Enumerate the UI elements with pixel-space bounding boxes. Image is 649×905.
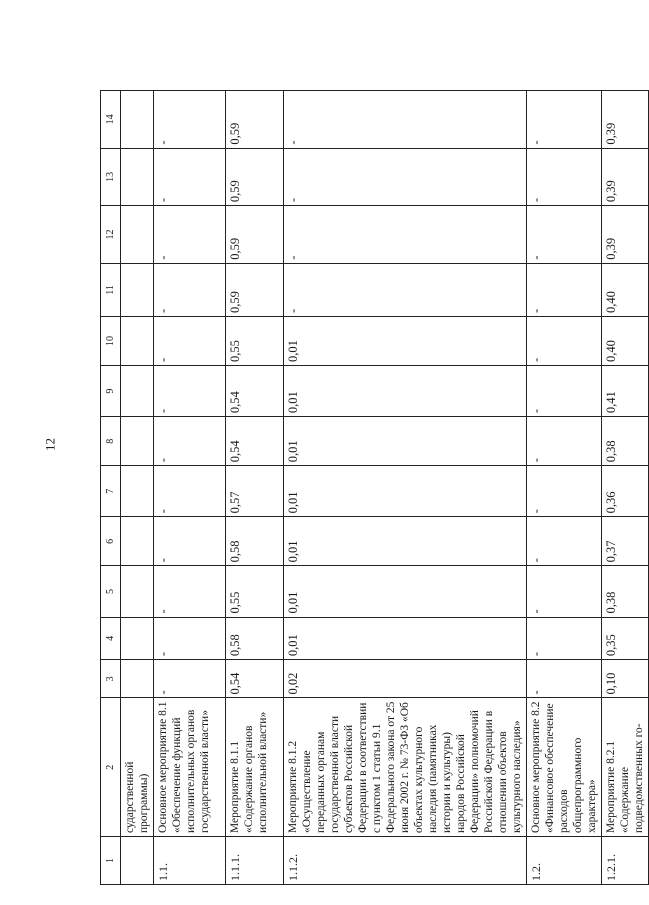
value-cell: 0,01 — [284, 317, 527, 366]
row-number: 1.2. — [527, 837, 602, 885]
value-cell: 0,55 — [226, 317, 284, 366]
column-number: 3 — [101, 660, 121, 698]
table-row — [527, 91, 602, 885]
value-cell: 0,01 — [284, 517, 527, 566]
row-number: 1.2.1. — [602, 837, 649, 885]
row-name: Мероприятие 8.1.2 «Осуществление переданных органам государственной власти субъектов Российской Федерации в соответствии с пунктом 1 статьи 9.1 Федерального закона от 25 июня 2002 г. № 73-ФЗ «Об объектах культурного наследия (памятниках истории и культуры) народов Российской Федерации» полномочий Российской Федерации в отношении объектов культурного наследия» — [284, 698, 527, 837]
value-cell: 0,59 — [226, 91, 284, 149]
row-name: Основное мероприятие 8.2 «Финансовое обеспечение расходов общепрограммного характера» — [527, 698, 602, 837]
value-cell: 0,01 — [284, 617, 527, 660]
value-cell: 0,54 — [226, 366, 284, 417]
value-cell: 0,35 — [602, 617, 649, 660]
column-number: 11 — [101, 263, 121, 316]
value-cell: - — [284, 263, 527, 316]
value-cell: 0,39 — [602, 91, 649, 149]
column-number: 4 — [101, 617, 121, 660]
value-cell: 0,54 — [226, 417, 284, 466]
value-cell: - — [527, 566, 602, 617]
column-number: 8 — [101, 417, 121, 466]
value-cell — [121, 517, 154, 566]
value-cell: - — [527, 466, 602, 517]
value-cell — [121, 263, 154, 316]
value-cell: - — [527, 206, 602, 264]
value-cell: - — [154, 566, 226, 617]
value-cell: 0,02 — [284, 660, 527, 698]
table-row — [602, 91, 649, 885]
value-cell: 0,01 — [284, 566, 527, 617]
row-name: Мероприятие 8.2.1 «Содержание подведомственных го- — [602, 698, 649, 837]
value-cell: - — [154, 206, 226, 264]
page-number: 12 — [42, 438, 58, 451]
column-number: 12 — [101, 206, 121, 264]
column-number: 1 — [101, 837, 121, 885]
value-cell: 0,59 — [226, 263, 284, 316]
table-sheet — [100, 90, 645, 885]
value-cell: - — [154, 366, 226, 417]
value-cell: 0,59 — [226, 148, 284, 206]
value-cell: 0,54 — [226, 660, 284, 698]
value-cell: 0,40 — [602, 317, 649, 366]
value-cell: 0,38 — [602, 417, 649, 466]
value-cell: 0,59 — [226, 206, 284, 264]
value-cell: - — [527, 91, 602, 149]
value-cell: - — [154, 417, 226, 466]
value-cell: - — [154, 617, 226, 660]
value-cell: 0,58 — [226, 617, 284, 660]
table-row — [284, 91, 527, 885]
value-cell: - — [527, 617, 602, 660]
column-number-row — [101, 91, 121, 885]
table-row — [121, 91, 154, 885]
row-number — [121, 837, 154, 885]
value-cell: - — [284, 148, 527, 206]
value-cell: 0,37 — [602, 517, 649, 566]
column-number: 7 — [101, 466, 121, 517]
value-cell: - — [527, 660, 602, 698]
value-cell: - — [527, 263, 602, 316]
value-cell: - — [154, 148, 226, 206]
value-cell: - — [527, 517, 602, 566]
value-cell: 0,58 — [226, 517, 284, 566]
row-name: Мероприятие 8.1.1 «Содержание органов исполнительной власти» — [226, 698, 284, 837]
value-cell — [121, 617, 154, 660]
column-number: 9 — [101, 366, 121, 417]
data-table — [100, 90, 649, 885]
value-cell: 0,10 — [602, 660, 649, 698]
value-cell: - — [154, 466, 226, 517]
value-cell — [121, 417, 154, 466]
table-row — [154, 91, 226, 885]
value-cell: 0,01 — [284, 366, 527, 417]
value-cell — [121, 366, 154, 417]
value-cell — [121, 566, 154, 617]
value-cell: - — [284, 206, 527, 264]
value-cell — [121, 206, 154, 264]
value-cell — [121, 317, 154, 366]
row-number: 1.1.2. — [284, 837, 527, 885]
column-number: 5 — [101, 566, 121, 617]
value-cell: 0,01 — [284, 466, 527, 517]
row-number: 1.1. — [154, 837, 226, 885]
value-cell: 0,01 — [284, 417, 527, 466]
value-cell: 0,39 — [602, 148, 649, 206]
column-number: 10 — [101, 317, 121, 366]
value-cell: - — [527, 148, 602, 206]
row-name: Основное мероприятие 8.1 «Обеспечение функций исполнительных органов государственной власти» — [154, 698, 226, 837]
value-cell — [121, 660, 154, 698]
value-cell: 0,55 — [226, 566, 284, 617]
column-number: 2 — [101, 698, 121, 837]
value-cell: 0,41 — [602, 366, 649, 417]
value-cell: - — [154, 517, 226, 566]
value-cell: - — [154, 317, 226, 366]
row-number: 1.1.1. — [226, 837, 284, 885]
value-cell: 0,40 — [602, 263, 649, 316]
value-cell: - — [154, 263, 226, 316]
value-cell: - — [527, 317, 602, 366]
table-row — [226, 91, 284, 885]
value-cell: - — [284, 91, 527, 149]
value-cell: - — [154, 660, 226, 698]
value-cell: - — [527, 417, 602, 466]
value-cell: 0,36 — [602, 466, 649, 517]
column-number: 14 — [101, 91, 121, 149]
value-cell: - — [154, 91, 226, 149]
column-number: 13 — [101, 148, 121, 206]
value-cell — [121, 148, 154, 206]
row-name: сударственной программы) — [121, 698, 154, 837]
column-number: 6 — [101, 517, 121, 566]
value-cell — [121, 91, 154, 149]
value-cell: 0,38 — [602, 566, 649, 617]
value-cell: 0,57 — [226, 466, 284, 517]
value-cell: 0,39 — [602, 206, 649, 264]
value-cell: - — [527, 366, 602, 417]
value-cell — [121, 466, 154, 517]
